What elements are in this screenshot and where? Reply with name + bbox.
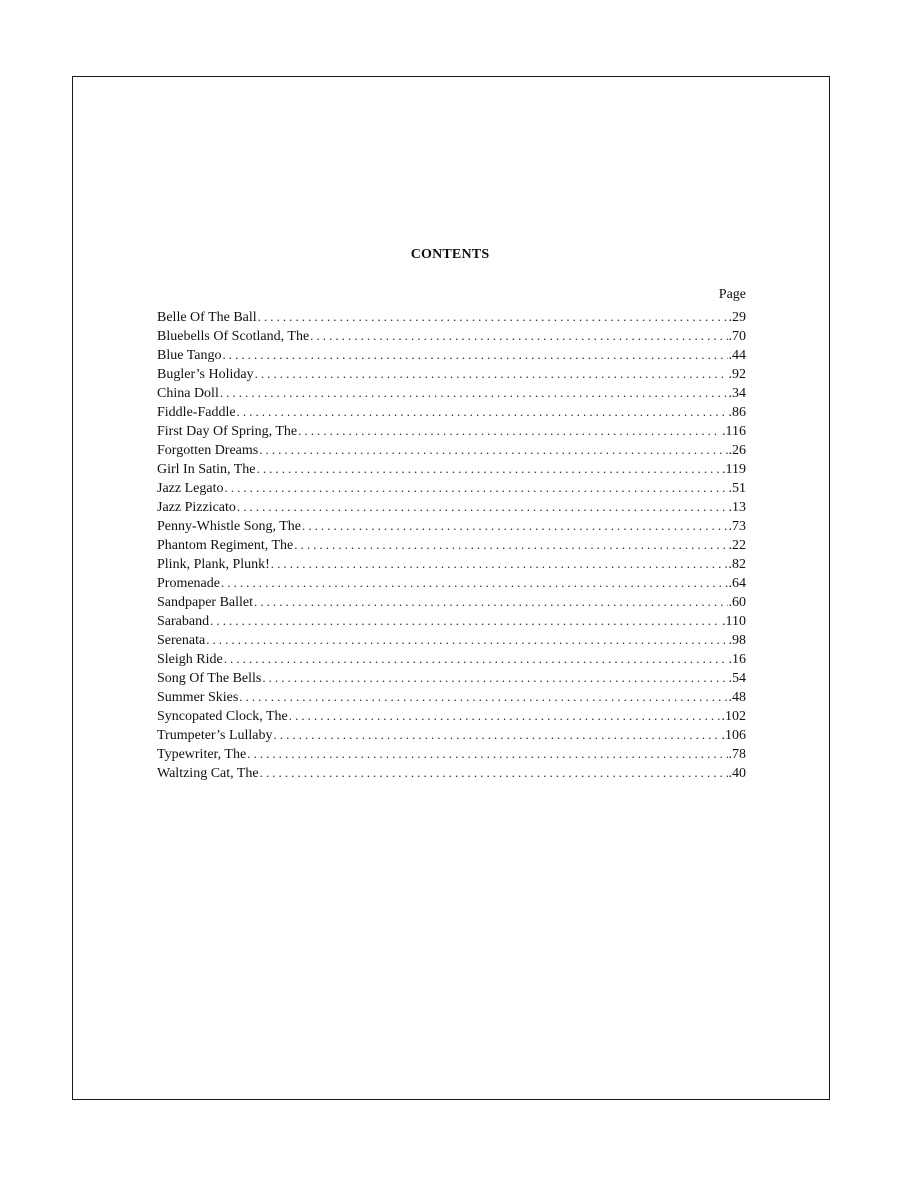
dot-leader: [222, 345, 727, 364]
toc-entry-title: Plink, Plank, Plunk!: [157, 557, 270, 572]
dot-leader: [224, 649, 728, 668]
toc-entry: [157, 402, 746, 421]
toc-entry: [157, 687, 746, 706]
toc-entry: [157, 478, 746, 497]
toc-entry-page-number: .116: [722, 424, 746, 439]
toc-entry: [157, 744, 746, 763]
toc-entry-title: Belle Of The Ball: [157, 310, 257, 325]
toc-entry-page-number: .92: [728, 367, 746, 382]
dot-leader: [210, 611, 721, 630]
toc-entry: [157, 649, 746, 668]
dot-leader: [254, 592, 727, 611]
toc-entry: [157, 459, 746, 478]
toc-entry-title: Bugler’s Holiday: [157, 367, 254, 382]
toc-entry-title: Saraband: [157, 614, 210, 629]
dot-leader: [274, 725, 721, 744]
toc-entry-title: Waltzing Cat, The: [157, 766, 259, 781]
toc-entry-title: Phantom Regiment, The: [157, 538, 294, 553]
toc-entry: [157, 345, 746, 364]
toc-entry: [157, 725, 746, 744]
dot-leader: [221, 573, 728, 592]
table-of-contents: [157, 307, 746, 782]
dot-leader: [259, 440, 727, 459]
dot-leader: [294, 535, 727, 554]
toc-entry: [157, 326, 746, 345]
dot-leader: [258, 307, 728, 326]
toc-entry: [157, 668, 746, 687]
toc-entry-page-number: .48: [728, 690, 746, 705]
dot-leader: [255, 364, 728, 383]
toc-entry-page-number: .78: [728, 747, 746, 762]
toc-entry-page-number: .40: [728, 766, 746, 781]
toc-entry-title: Sleigh Ride: [157, 652, 223, 667]
toc-entry: [157, 497, 746, 516]
dot-leader: [237, 402, 728, 421]
toc-entry-page-number: .82: [728, 557, 746, 572]
dot-leader: [239, 687, 727, 706]
toc-entry: [157, 440, 746, 459]
toc-entry-title: Blue Tango: [157, 348, 222, 363]
toc-entry-title: Jazz Legato: [157, 481, 224, 496]
toc-entry-page-number: .70: [728, 329, 746, 344]
toc-entry-title: Forgotten Dreams: [157, 443, 259, 458]
toc-entry: [157, 630, 746, 649]
page-column-label: Page: [718, 287, 746, 302]
dot-leader: [220, 383, 728, 402]
toc-entry-page-number: .54: [728, 671, 746, 686]
toc-entry-page-number: .73: [728, 519, 746, 534]
dot-leader: [224, 478, 727, 497]
toc-entry: [157, 763, 746, 782]
dot-leader: [247, 744, 727, 763]
dot-leader: [289, 706, 721, 725]
toc-entry-title: Penny-Whistle Song, The: [157, 519, 302, 534]
toc-entry-title: First Day Of Spring, The: [157, 424, 298, 439]
toc-entry-page-number: .26: [728, 443, 746, 458]
toc-entry: [157, 611, 746, 630]
toc-entry-page-number: .13: [728, 500, 746, 515]
toc-entry-page-number: .106: [721, 728, 746, 743]
toc-entry-title: Serenata: [157, 633, 206, 648]
toc-entry: [157, 421, 746, 440]
toc-entry: [157, 307, 746, 326]
toc-entry-page-number: .16: [728, 652, 746, 667]
toc-entry-title: Sandpaper Ballet: [157, 595, 254, 610]
contents-heading: CONTENTS: [410, 247, 490, 262]
toc-entry-page-number: .119: [722, 462, 746, 477]
toc-entry-page-number: .29: [728, 310, 746, 325]
toc-entry-title: Bluebells Of Scotland, The: [157, 329, 310, 344]
toc-entry-page-number: .64: [728, 576, 746, 591]
toc-entry-title: China Doll: [157, 386, 219, 401]
toc-entry-title: Jazz Pizzicato: [157, 500, 236, 515]
toc-entry-title: Fiddle-Faddle: [157, 405, 236, 420]
toc-entry: [157, 364, 746, 383]
toc-entry-title: Trumpeter’s Lullaby: [157, 728, 273, 743]
toc-entry-page-number: .51: [728, 481, 746, 496]
dot-leader: [237, 497, 728, 516]
toc-entry-page-number: .44: [728, 348, 746, 363]
toc-entry: [157, 706, 746, 725]
toc-entry-page-number: .110: [722, 614, 746, 629]
toc-entry-title: Typewriter, The: [157, 747, 247, 762]
toc-entry-page-number: .22: [728, 538, 746, 553]
toc-entry-page-number: .34: [728, 386, 746, 401]
toc-entry: [157, 383, 746, 402]
toc-entry-title: Promenade: [157, 576, 220, 591]
toc-entry-page-number: .98: [728, 633, 746, 648]
dot-leader: [302, 516, 727, 535]
toc-entry-title: Syncopated Clock, The: [157, 709, 288, 724]
dot-leader: [206, 630, 727, 649]
dot-leader: [262, 668, 727, 687]
dot-leader: [310, 326, 727, 345]
dot-leader: [298, 421, 721, 440]
toc-entry: [157, 592, 746, 611]
toc-entry-title: Girl In Satin, The: [157, 462, 256, 477]
dot-leader: [260, 763, 728, 782]
toc-entry-page-number: .60: [728, 595, 746, 610]
toc-entry-title: Summer Skies: [157, 690, 239, 705]
toc-entry: [157, 554, 746, 573]
toc-entry: [157, 516, 746, 535]
dot-leader: [257, 459, 722, 478]
toc-entry-title: Song Of The Bells: [157, 671, 262, 686]
dot-leader: [271, 554, 728, 573]
toc-entry-page-number: .102: [721, 709, 746, 724]
toc-entry: [157, 573, 746, 592]
toc-entry-page-number: .86: [728, 405, 746, 420]
toc-entry: [157, 535, 746, 554]
